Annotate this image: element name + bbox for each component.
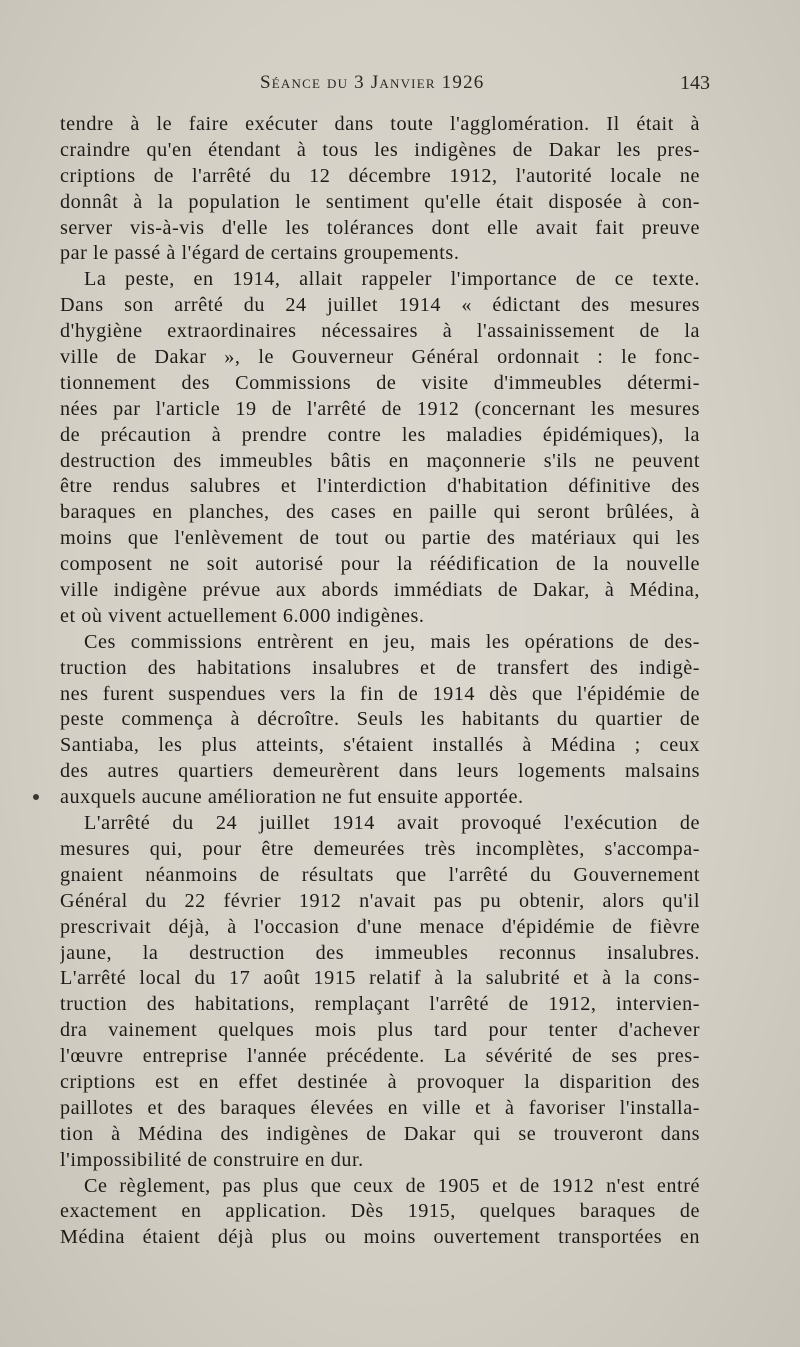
text-line: Ce règlement, pas plus que ceux de 1905 et de 1912 n'est entré (84, 1174, 700, 1197)
text-line: donnât à la population le sentiment qu'elle était disposée à con- (60, 190, 700, 213)
text-line: nes furent suspendues vers la fin de 1914 dès que l'épidémie de (60, 682, 700, 705)
text-line: criptions est en effet destinée à provoquer la disparition des (60, 1070, 700, 1093)
text-line: être rendus salubres et l'interdiction d'habitation définitive des (60, 475, 700, 498)
paragraph-3 (60, 630, 700, 811)
text-line: truction des habitations insalubres et de transfert des indigè- (60, 656, 700, 679)
text-line: paillotes et des baraques élevées en ville et à favoriser l'installa- (60, 1096, 700, 1119)
text-line: tendre à le faire exécuter dans toute l'agglomération. Il était à (60, 113, 700, 135)
text-line: Ces commissions entrèrent en jeu, mais les opérations de des- (84, 630, 700, 653)
paragraph-4 (60, 811, 700, 1173)
text-line: La peste, en 1914, allait rappeler l'importance de ce texte. (84, 268, 700, 291)
text-line: gnaient néanmoins de résultats que l'arrêté du Gouvernement (60, 863, 700, 886)
text-line: et où vivent actuellement 6.000 indigènes. (60, 604, 425, 627)
text-line: l'œuvre entreprise l'année précédente. La sévérité de ses pres- (60, 1045, 700, 1068)
running-title: Séance du 3 Janvier 1926 (260, 72, 485, 93)
text-line: composent ne soit autorisé pour la réédification de la nouvelle (60, 553, 700, 576)
text-line: par le passé à l'égard de certains groupements. (60, 242, 460, 265)
text-line: Général du 22 février 1912 n'avait pas pu obtenir, alors qu'il (60, 889, 700, 912)
text-line: d'hygiène extraordinaires nécessaires à l'assainissement de la (60, 320, 700, 343)
paragraph-1 (60, 112, 700, 267)
text-line: nées par l'article 19 de l'arrêté de 1912 (concernant les mesures (60, 397, 700, 420)
text-line: criptions de l'arrêté du 12 décembre 1912, l'autorité locale ne (60, 164, 700, 187)
body-text (60, 112, 700, 1251)
text-line: mesures qui, pour être demeurées très incomplètes, s'accompa- (60, 837, 700, 860)
text-line: truction des habitations, remplaçant l'arrêté de 1912, intervien- (60, 993, 700, 1016)
paragraph-5 (60, 1174, 700, 1252)
text-line: tion à Médina des indigènes de Dakar qui se trouveront dans (60, 1122, 700, 1145)
text-line: peste commença à décroître. Seuls les habitants du quartier de (60, 708, 700, 731)
text-line: destruction des immeubles bâtis en maçonnerie s'ils ne peuvent (60, 449, 700, 472)
text-line: Médina étaient déjà plus ou moins ouvertement transportées en (60, 1226, 700, 1249)
text-line: des autres quartiers demeurèrent dans leurs logements malsains (60, 760, 700, 783)
text-line: auxquels aucune amélioration ne fut ensuite apportée. (60, 786, 524, 809)
text-line: craindre qu'en étendant à tous les indigènes de Dakar les pres- (60, 138, 700, 161)
text-line: l'impossibilité de construire en dur. (60, 1148, 364, 1171)
text-line: ville de Dakar », le Gouverneur Général ordonnait : le fonc- (60, 346, 700, 369)
running-header (60, 70, 710, 102)
text-line: L'arrêté du 24 juillet 1914 avait provoqué l'exécution de (84, 812, 700, 835)
page-number: 143 (680, 72, 710, 94)
text-line: server vis-à-vis d'elle les tolérances dont elle avait fait preuve (60, 216, 700, 239)
text-line: jaune, la destruction des immeubles reconnus insalubres. (60, 941, 700, 964)
text-line: dra vainement quelques mois plus tard pour tenter d'achever (60, 1019, 700, 1042)
text-line: de précaution à prendre contre les maladies épidémiques), la (60, 423, 700, 446)
text-line: L'arrêté local du 17 août 1915 relatif à la salubrité et à la cons- (60, 967, 700, 990)
text-line: moins que l'enlèvement de tout ou partie des matériaux qui les (60, 527, 700, 550)
text-line: Dans son arrêté du 24 juillet 1914 « édictant des mesures (60, 294, 700, 317)
text-line: baraques en planches, des cases en paille qui seront brûlées, à (60, 501, 700, 524)
text-line: ville indigène prévue aux abords immédiats de Dakar, à Médina, (60, 579, 700, 602)
paragraph-2 (60, 267, 700, 629)
text-line: prescrivait déjà, à l'occasion d'une menace d'épidémie de fièvre (60, 915, 700, 938)
text-line: Santiaba, les plus atteints, s'étaient installés à Médina ; ceux (60, 734, 700, 757)
text-line: tionnement des Commissions de visite d'immeubles détermi- (60, 371, 700, 394)
margin-speck-mark (33, 794, 39, 800)
text-line: exactement en application. Dès 1915, quelques baraques de (60, 1200, 700, 1223)
